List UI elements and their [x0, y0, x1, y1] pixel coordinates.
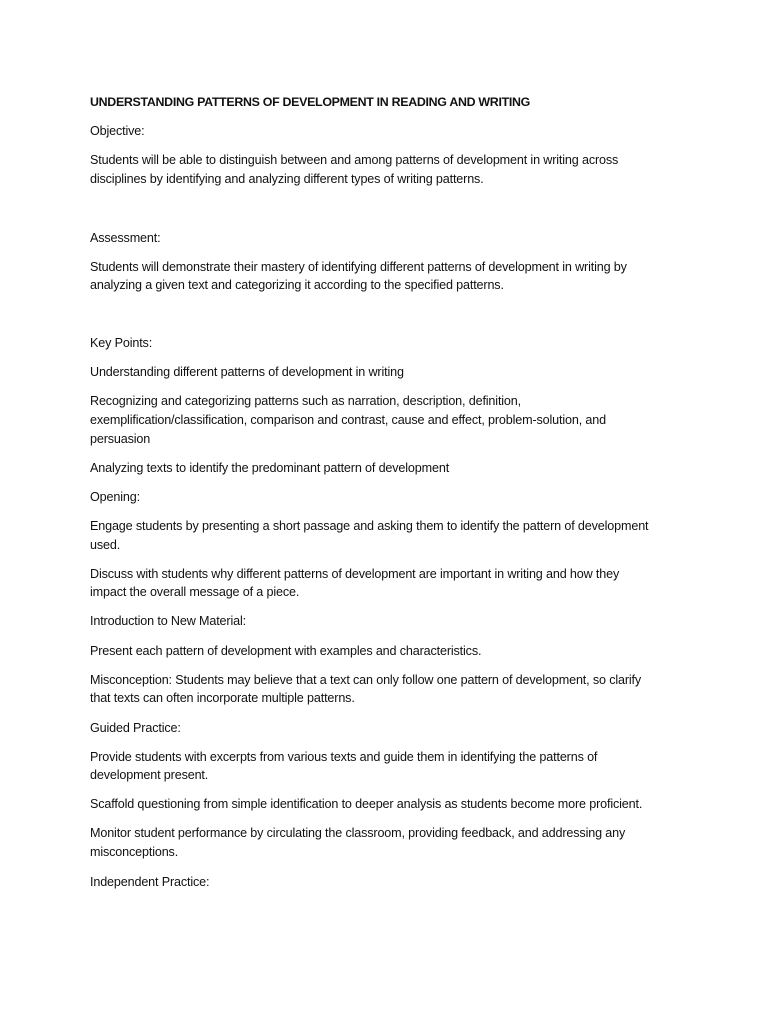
- objective-heading: Objective:: [90, 124, 145, 138]
- guided-practice-text-1-line-1: Provide students with excerpts from various texts and guide them in identifying the patterns of: [90, 750, 598, 764]
- new-material-heading: Introduction to New Material:: [90, 614, 246, 628]
- opening-text-1-line-1: Engage students by presenting a short passage and asking them to identify the pattern of development: [90, 519, 649, 533]
- assessment-heading: Assessment:: [90, 231, 161, 245]
- objective-text-line-1: Students will be able to distinguish between and among patterns of development in writing across: [90, 153, 619, 167]
- key-point-3: Analyzing texts to identify the predominant pattern of development: [90, 461, 450, 475]
- opening-heading: Opening:: [90, 490, 140, 504]
- opening-text-2-line-1: Discuss with students why different patterns of development are important in writing and how they: [90, 567, 620, 581]
- assessment-text-line-2: analyzing a given text and categorizing it according to the specified patterns.: [90, 278, 504, 292]
- key-point-1: Understanding different patterns of development in writing: [90, 365, 404, 379]
- opening-text-2-line-2: impact the overall message of a piece.: [90, 585, 300, 599]
- guided-practice-text-3-line-2: misconceptions.: [90, 845, 179, 859]
- new-material-text: Present each pattern of development with examples and characteristics.: [90, 644, 482, 658]
- guided-practice-text-3-line-1: Monitor student performance by circulating the classroom, providing feedback, and addressing any: [90, 826, 626, 840]
- guided-practice-heading: Guided Practice:: [90, 721, 181, 735]
- key-point-2-line-3: persuasion: [90, 432, 151, 446]
- misconception-line-1: Misconception: Students may believe that a text can only follow one pattern of development, so clarify: [90, 673, 642, 687]
- misconception-line-2: that texts can often incorporate multiple patterns.: [90, 691, 355, 705]
- document-title: UNDERSTANDING PATTERNS OF DEVELOPMENT IN READING AND WRITING: [90, 95, 530, 109]
- independent-practice-heading: Independent Practice:: [90, 875, 210, 889]
- guided-practice-text-1-line-2: development present.: [90, 768, 209, 782]
- key-points-heading: Key Points:: [90, 336, 153, 350]
- key-point-2-line-2: exemplification/classification, comparison and contrast, cause and effect, problem-solution, and: [90, 413, 606, 427]
- guided-practice-text-2: Scaffold questioning from simple identification to deeper analysis as students become more proficient.: [90, 797, 643, 811]
- objective-text-line-2: disciplines by identifying and analyzing different types of writing patterns.: [90, 172, 484, 186]
- assessment-text-line-1: Students will demonstrate their mastery of identifying different patterns of development in writing by: [90, 260, 627, 274]
- opening-text-1-line-2: used.: [90, 538, 121, 552]
- key-point-2-line-1: Recognizing and categorizing patterns such as narration, description, definition,: [90, 394, 521, 408]
